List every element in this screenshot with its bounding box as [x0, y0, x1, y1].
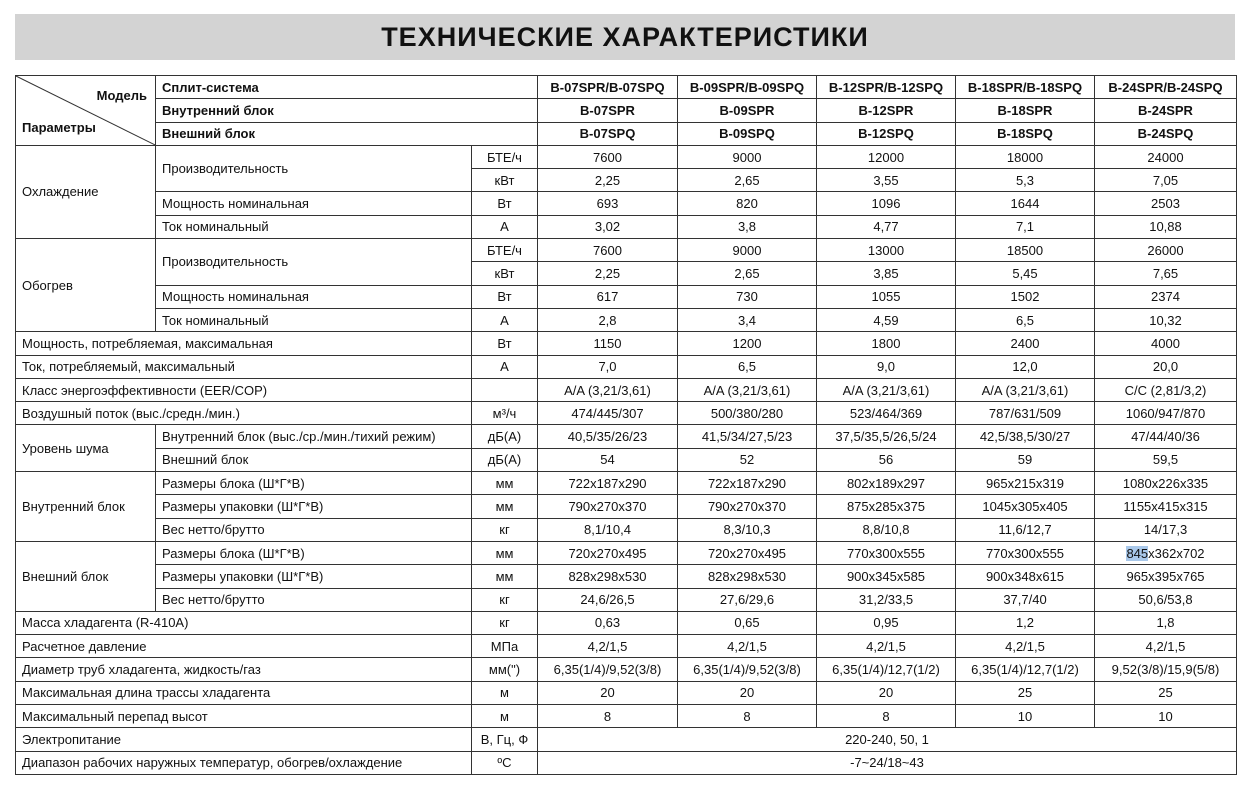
value-cell: 59: [956, 448, 1095, 471]
value-cell: 2,8: [538, 308, 678, 331]
value-cell: 828x298x530: [538, 565, 678, 588]
unit-cell: [472, 378, 538, 401]
split-model: B-07SPR/B-07SPQ: [538, 76, 678, 99]
unit-cell: БТЕ/ч: [472, 239, 538, 262]
value-cell: 2503: [1095, 192, 1237, 215]
unit-cell: Вт: [472, 285, 538, 308]
outdoor-model: B-18SPQ: [956, 122, 1095, 145]
value-cell: 9,0: [817, 355, 956, 378]
value-cell: 42,5/38,5/30/27: [956, 425, 1095, 448]
value-cell: 720x270x495: [678, 541, 817, 564]
value-cell: 10,88: [1095, 215, 1237, 238]
unit-cell: мм: [472, 472, 538, 495]
value-cell: 56: [817, 448, 956, 471]
param-label: Мощность номинальная: [156, 192, 472, 215]
unit-cell: м: [472, 705, 538, 728]
value-cell: 8,8/10,8: [817, 518, 956, 541]
value-cell: 523/464/369: [817, 402, 956, 425]
value-cell: [1095, 541, 1237, 564]
unit-cell: А: [472, 308, 538, 331]
table-row: [16, 145, 1237, 168]
value-cell: 52: [678, 448, 817, 471]
value-cell: -7~24/18~43: [538, 751, 1237, 774]
value-cell: 2,25: [538, 262, 678, 285]
param-label: Расчетное давление: [16, 635, 472, 658]
selected-text: 845: [1126, 545, 1149, 561]
value-cell: 770x300x555: [956, 541, 1095, 564]
value-cell: 12000: [817, 145, 956, 168]
unit-cell: дБ(А): [472, 425, 538, 448]
outdoor-model: B-24SPQ: [1095, 122, 1237, 145]
value-cell: 2374: [1095, 285, 1237, 308]
value-cell: 18000: [956, 145, 1095, 168]
unit-cell: кг: [472, 588, 538, 611]
spec-table: [15, 75, 1237, 775]
unit-cell: кВт: [472, 262, 538, 285]
value-cell: 41,5/34/27,5/23: [678, 425, 817, 448]
split-label: Сплит-система: [156, 76, 538, 99]
value-cell: 7600: [538, 145, 678, 168]
outdoor-model: B-07SPQ: [538, 122, 678, 145]
value-cell: 617: [538, 285, 678, 308]
value-cell: 10: [956, 705, 1095, 728]
value-cell: 31,2/33,5: [817, 588, 956, 611]
value-cell: 900x345x585: [817, 565, 956, 588]
table-row: [16, 285, 1237, 308]
value-cell: 4,59: [817, 308, 956, 331]
model-label: Модель: [96, 88, 147, 103]
param-label: Мощность, потребляемая, максимальная: [16, 332, 472, 355]
param-label: Производительность: [156, 145, 472, 192]
outdoor-label: Внешний блок: [156, 122, 538, 145]
indoor-label: Внутренний блок: [156, 99, 538, 122]
value-cell: 18500: [956, 239, 1095, 262]
value-cell: 8: [817, 705, 956, 728]
value-cell: 14/17,3: [1095, 518, 1237, 541]
value-cell: 965x215x319: [956, 472, 1095, 495]
split-model: B-09SPR/B-09SPQ: [678, 76, 817, 99]
value-cell: 1155x415x315: [1095, 495, 1237, 518]
value-cell: 0,65: [678, 611, 817, 634]
value-cell: 11,6/12,7: [956, 518, 1095, 541]
value-cell: 1800: [817, 332, 956, 355]
value-cell: 25: [1095, 681, 1237, 704]
unit-cell: ºC: [472, 751, 538, 774]
value-cell: 790x270x370: [678, 495, 817, 518]
param-label: Класс энергоэффективности (EER/COP): [16, 378, 472, 401]
param-label: Вес нетто/брутто: [156, 518, 472, 541]
value-cell: 0,63: [538, 611, 678, 634]
param-label: Размеры блока (Ш*Г*В): [156, 541, 472, 564]
value-cell: 47/44/40/36: [1095, 425, 1237, 448]
value-cell: 20: [678, 681, 817, 704]
table-row: [16, 635, 1237, 658]
unit-cell: БТЕ/ч: [472, 145, 538, 168]
unit-cell: кг: [472, 611, 538, 634]
value-cell: 828x298x530: [678, 565, 817, 588]
split-model: B-24SPR/B-24SPQ: [1095, 76, 1237, 99]
param-label: Воздушный поток (выс./средн./мин.): [16, 402, 472, 425]
spec-table-body: [16, 76, 1237, 775]
unit-cell: дБ(А): [472, 448, 538, 471]
value-cell: 40,5/35/26/23: [538, 425, 678, 448]
value-cell: 7,1: [956, 215, 1095, 238]
table-row: [16, 402, 1237, 425]
value-cell: 7,0: [538, 355, 678, 378]
table-row: [16, 705, 1237, 728]
unit-cell: кг: [472, 518, 538, 541]
value-cell: 4,2/1,5: [538, 635, 678, 658]
table-row: [16, 239, 1237, 262]
group-label: Внутренний блок: [16, 472, 156, 542]
value-cell: 693: [538, 192, 678, 215]
indoor-model: B-18SPR: [956, 99, 1095, 122]
param-label: Внутренний блок (выс./ср./мин./тихий режим): [156, 425, 472, 448]
table-row: [16, 518, 1237, 541]
unit-cell: кВт: [472, 169, 538, 192]
split-model: B-12SPR/B-12SPQ: [817, 76, 956, 99]
value-cell: 6,35(1/4)/9,52(3/8): [538, 658, 678, 681]
value-cell: 25: [956, 681, 1095, 704]
outdoor-model: B-09SPQ: [678, 122, 817, 145]
value-cell: 0,95: [817, 611, 956, 634]
value-cell: 10: [1095, 705, 1237, 728]
value-cell: 3,8: [678, 215, 817, 238]
value-cell: 787/631/509: [956, 402, 1095, 425]
value-cell: 4000: [1095, 332, 1237, 355]
value-cell: 1096: [817, 192, 956, 215]
table-row: [16, 611, 1237, 634]
value-cell: 7,65: [1095, 262, 1237, 285]
value-cell: 6,35(1/4)/12,7(1/2): [817, 658, 956, 681]
value-cell: 474/445/307: [538, 402, 678, 425]
param-label: Вес нетто/брутто: [156, 588, 472, 611]
value-cell: 37,7/40: [956, 588, 1095, 611]
value-cell: 2,65: [678, 262, 817, 285]
value-cell: 820: [678, 192, 817, 215]
value-cell: 4,2/1,5: [678, 635, 817, 658]
group-label: Охлаждение: [16, 145, 156, 238]
value-cell: 790x270x370: [538, 495, 678, 518]
table-row: [16, 728, 1237, 751]
split-model: B-18SPR/B-18SPQ: [956, 76, 1095, 99]
unit-cell: Вт: [472, 332, 538, 355]
value-cell: 1200: [678, 332, 817, 355]
param-label: Диаметр труб хладагента, жидкость/газ: [16, 658, 472, 681]
value-cell: 6,35(1/4)/9,52(3/8): [678, 658, 817, 681]
value-cell: 220-240, 50, 1: [538, 728, 1237, 751]
unit-cell: мм("): [472, 658, 538, 681]
value-cell: 9000: [678, 239, 817, 262]
value-cell: 7,05: [1095, 169, 1237, 192]
value-cell: 5,3: [956, 169, 1095, 192]
param-label: Ток, потребляемый, максимальный: [16, 355, 472, 378]
value-cell: 900x348x615: [956, 565, 1095, 588]
value-cell: 6,5: [678, 355, 817, 378]
value-cell: 770x300x555: [817, 541, 956, 564]
unit-cell: Вт: [472, 192, 538, 215]
param-label: Максимальная длина трассы хладагента: [16, 681, 472, 704]
param-label: Диапазон рабочих наружных температур, обогрев/охлаждение: [16, 751, 472, 774]
value-cell: 9,52(3/8)/15,9(5/8): [1095, 658, 1237, 681]
unit-cell: А: [472, 355, 538, 378]
indoor-model: B-07SPR: [538, 99, 678, 122]
value-cell: 20,0: [1095, 355, 1237, 378]
value-cell: 27,6/29,6: [678, 588, 817, 611]
table-row: [16, 215, 1237, 238]
value-cell: 875x285x375: [817, 495, 956, 518]
value-cell: 730: [678, 285, 817, 308]
value-cell: 6,5: [956, 308, 1095, 331]
indoor-model: B-24SPR: [1095, 99, 1237, 122]
title-banner: [15, 14, 1235, 60]
unit-cell: мм: [472, 541, 538, 564]
value-cell: 1502: [956, 285, 1095, 308]
indoor-model: B-09SPR: [678, 99, 817, 122]
value-cell: 24000: [1095, 145, 1237, 168]
table-row: [16, 565, 1237, 588]
value-cell: 1055: [817, 285, 956, 308]
value-cell: 13000: [817, 239, 956, 262]
value-cell: 500/380/280: [678, 402, 817, 425]
value-cell: 37,5/35,5/26,5/24: [817, 425, 956, 448]
params-label: Параметры: [22, 119, 96, 135]
param-label: Ток номинальный: [156, 308, 472, 331]
unit-cell: В, Гц, Ф: [472, 728, 538, 751]
value-cell: 1080x226x335: [1095, 472, 1237, 495]
value-cell: 2400: [956, 332, 1095, 355]
value-cell: 1644: [956, 192, 1095, 215]
value-cell: A/A (3,21/3,61): [956, 378, 1095, 401]
table-row: [16, 308, 1237, 331]
param-label: Мощность номинальная: [156, 285, 472, 308]
value-cell: 802x189x297: [817, 472, 956, 495]
outdoor-model: B-12SPQ: [817, 122, 956, 145]
table-row: [16, 681, 1237, 704]
unit-cell: м: [472, 681, 538, 704]
value-cell: 5,45: [956, 262, 1095, 285]
value-cell: 10,32: [1095, 308, 1237, 331]
header-corner-cell: [16, 76, 156, 146]
value-cell: A/A (3,21/3,61): [678, 378, 817, 401]
group-label: Внешний блок: [16, 541, 156, 611]
value-cell: 3,02: [538, 215, 678, 238]
unit-cell: мм: [472, 565, 538, 588]
value-cell: 8,3/10,3: [678, 518, 817, 541]
param-label: Размеры блока (Ш*Г*В): [156, 472, 472, 495]
value-cell: 1,8: [1095, 611, 1237, 634]
value-text: x362x702: [1148, 545, 1205, 561]
value-cell: 4,2/1,5: [1095, 635, 1237, 658]
header-row-split: [16, 76, 1237, 99]
value-cell: A/A (3,21/3,61): [817, 378, 956, 401]
indoor-model: B-12SPR: [817, 99, 956, 122]
group-label: Обогрев: [16, 239, 156, 332]
param-label: Внешний блок: [156, 448, 472, 471]
value-cell: 54: [538, 448, 678, 471]
value-cell: 50,6/53,8: [1095, 588, 1237, 611]
unit-cell: м³/ч: [472, 402, 538, 425]
param-label: Размеры упаковки (Ш*Г*В): [156, 565, 472, 588]
table-row: [16, 472, 1237, 495]
value-cell: 722x187x290: [538, 472, 678, 495]
value-cell: 2,25: [538, 169, 678, 192]
param-label: Электропитание: [16, 728, 472, 751]
value-cell: 20: [538, 681, 678, 704]
value-cell: 26000: [1095, 239, 1237, 262]
header-row-outdoor: [16, 122, 1237, 145]
param-label: Ток номинальный: [156, 215, 472, 238]
group-label: Уровень шума: [16, 425, 156, 472]
value-cell: 720x270x495: [538, 541, 678, 564]
value-cell: 8: [678, 705, 817, 728]
value-cell: 24,6/26,5: [538, 588, 678, 611]
value-cell: 7600: [538, 239, 678, 262]
value-cell: 1045x305x405: [956, 495, 1095, 518]
table-row: [16, 751, 1237, 774]
unit-cell: МПа: [472, 635, 538, 658]
value-cell: 12,0: [956, 355, 1095, 378]
header-row-indoor: [16, 99, 1237, 122]
value-cell: 4,2/1,5: [817, 635, 956, 658]
value-cell: 722x187x290: [678, 472, 817, 495]
table-row: [16, 355, 1237, 378]
page-title: ТЕХНИЧЕСКИЕ ХАРАКТЕРИСТИКИ: [381, 21, 869, 52]
value-cell: 8,1/10,4: [538, 518, 678, 541]
unit-cell: мм: [472, 495, 538, 518]
param-label: Максимальный перепад высот: [16, 705, 472, 728]
param-label: Размеры упаковки (Ш*Г*В): [156, 495, 472, 518]
value-cell: 9000: [678, 145, 817, 168]
value-cell: C/C (2,81/3,2): [1095, 378, 1237, 401]
table-row: [16, 658, 1237, 681]
value-cell: 20: [817, 681, 956, 704]
value-cell: 8: [538, 705, 678, 728]
value-cell: 6,35(1/4)/12,7(1/2): [956, 658, 1095, 681]
table-row: [16, 378, 1237, 401]
table-row: [16, 448, 1237, 471]
value-cell: A/A (3,21/3,61): [538, 378, 678, 401]
table-row: [16, 495, 1237, 518]
unit-cell: А: [472, 215, 538, 238]
table-row: [16, 541, 1237, 564]
value-cell: 59,5: [1095, 448, 1237, 471]
param-label: Производительность: [156, 239, 472, 286]
value-cell: 4,2/1,5: [956, 635, 1095, 658]
value-cell: 1,2: [956, 611, 1095, 634]
value-cell: 3,4: [678, 308, 817, 331]
table-row: [16, 425, 1237, 448]
table-row: [16, 332, 1237, 355]
value-cell: 965x395x765: [1095, 565, 1237, 588]
table-row: [16, 192, 1237, 215]
value-cell: 2,65: [678, 169, 817, 192]
param-label: Масса хладагента (R-410A): [16, 611, 472, 634]
value-cell: 1150: [538, 332, 678, 355]
value-cell: 3,85: [817, 262, 956, 285]
value-cell: 1060/947/870: [1095, 402, 1237, 425]
table-row: [16, 588, 1237, 611]
value-cell: 3,55: [817, 169, 956, 192]
value-cell: 4,77: [817, 215, 956, 238]
